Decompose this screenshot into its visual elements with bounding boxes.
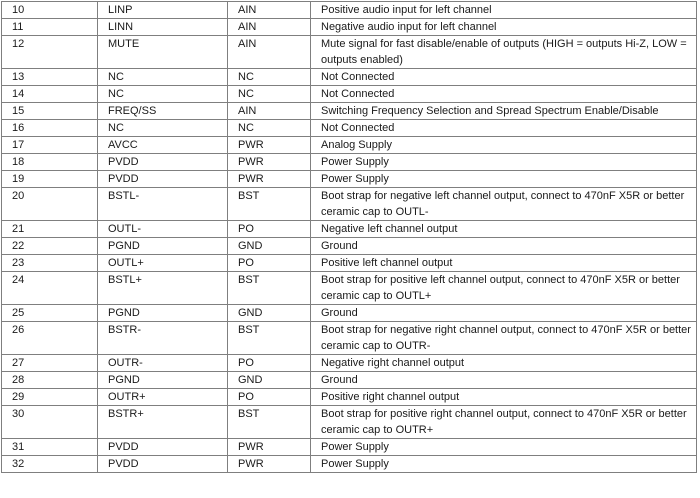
pin-type-cell: PO bbox=[228, 389, 311, 406]
pin-name-cell: PVDD bbox=[98, 154, 228, 171]
pin-number-cell: 29 bbox=[2, 389, 98, 406]
pin-number-cell: 27 bbox=[2, 355, 98, 372]
pin-number-cell: 11 bbox=[2, 19, 98, 36]
table-row bbox=[2, 69, 697, 86]
table-row bbox=[2, 305, 697, 322]
pin-number-cell: 32 bbox=[2, 456, 98, 473]
table-row bbox=[2, 456, 697, 473]
pin-name-cell: PVDD bbox=[98, 439, 228, 456]
pin-name-cell: PVDD bbox=[98, 171, 228, 188]
pin-description-cell: Ground bbox=[311, 372, 697, 389]
pin-type-cell: PWR bbox=[228, 137, 311, 154]
pin-description-cell: Positive left channel output bbox=[311, 255, 697, 272]
table-row bbox=[2, 439, 697, 456]
pin-type-cell: GND bbox=[228, 372, 311, 389]
table-row bbox=[2, 120, 697, 137]
pin-number-cell: 25 bbox=[2, 305, 98, 322]
table-row bbox=[2, 389, 697, 406]
pin-type-cell: PWR bbox=[228, 171, 311, 188]
pin-name-cell: PGND bbox=[98, 238, 228, 255]
table-row bbox=[2, 103, 697, 120]
pin-number-cell: 13 bbox=[2, 69, 98, 86]
pin-description-cell: Switching Frequency Selection and Spread Spectrum Enable/Disable bbox=[311, 103, 697, 120]
table-row bbox=[2, 272, 697, 305]
pin-description-cell: Negative audio input for left channel bbox=[311, 19, 697, 36]
pin-number-cell: 18 bbox=[2, 154, 98, 171]
pin-number-cell: 31 bbox=[2, 439, 98, 456]
pin-number-cell: 28 bbox=[2, 372, 98, 389]
pin-description-table bbox=[1, 1, 697, 473]
pin-type-cell: AIN bbox=[228, 36, 311, 69]
pin-number-cell: 10 bbox=[2, 2, 98, 19]
pin-name-cell: PVDD bbox=[98, 456, 228, 473]
pin-number-cell: 24 bbox=[2, 272, 98, 305]
pin-description-cell: Ground bbox=[311, 305, 697, 322]
pin-type-cell: BST bbox=[228, 188, 311, 221]
pin-number-cell: 20 bbox=[2, 188, 98, 221]
pin-description-cell: Boot strap for negative right channel output, connect to 470nF X5R or better ceramic cap to OUTR- bbox=[311, 322, 697, 355]
pin-description-cell: Not Connected bbox=[311, 120, 697, 137]
pin-number-cell: 22 bbox=[2, 238, 98, 255]
pin-type-cell: GND bbox=[228, 305, 311, 322]
pin-name-cell: MUTE bbox=[98, 36, 228, 69]
pin-name-cell: BSTL- bbox=[98, 188, 228, 221]
pin-number-cell: 21 bbox=[2, 221, 98, 238]
pin-description-cell: Power Supply bbox=[311, 439, 697, 456]
table-row bbox=[2, 2, 697, 19]
pin-type-cell: BST bbox=[228, 272, 311, 305]
pin-description-cell: Negative right channel output bbox=[311, 355, 697, 372]
pin-description-cell: Negative left channel output bbox=[311, 221, 697, 238]
table-row bbox=[2, 372, 697, 389]
pin-type-cell: PO bbox=[228, 355, 311, 372]
pin-type-cell: PWR bbox=[228, 154, 311, 171]
pin-number-cell: 19 bbox=[2, 171, 98, 188]
pin-description-cell: Not Connected bbox=[311, 69, 697, 86]
pin-type-cell: PWR bbox=[228, 456, 311, 473]
pin-description-cell: Positive right channel output bbox=[311, 389, 697, 406]
pin-description-cell: Mute signal for fast disable/enable of outputs (HIGH = outputs Hi-Z, LOW = outputs enabled) bbox=[311, 36, 697, 69]
pin-name-cell: BSTR+ bbox=[98, 406, 228, 439]
pin-type-cell: PWR bbox=[228, 439, 311, 456]
pin-type-cell: AIN bbox=[228, 2, 311, 19]
table-row bbox=[2, 137, 697, 154]
pin-description-cell: Power Supply bbox=[311, 154, 697, 171]
pin-number-cell: 14 bbox=[2, 86, 98, 103]
pin-description-cell: Not Connected bbox=[311, 86, 697, 103]
pin-number-cell: 15 bbox=[2, 103, 98, 120]
pin-name-cell: OUTL+ bbox=[98, 255, 228, 272]
pin-type-cell: NC bbox=[228, 120, 311, 137]
pin-type-cell: AIN bbox=[228, 103, 311, 120]
pin-type-cell: PO bbox=[228, 221, 311, 238]
table-row bbox=[2, 221, 697, 238]
pin-number-cell: 23 bbox=[2, 255, 98, 272]
pin-type-cell: GND bbox=[228, 238, 311, 255]
pin-type-cell: AIN bbox=[228, 19, 311, 36]
pin-name-cell: PGND bbox=[98, 305, 228, 322]
pin-description-cell: Positive audio input for left channel bbox=[311, 2, 697, 19]
pin-name-cell: NC bbox=[98, 86, 228, 103]
pin-number-cell: 12 bbox=[2, 36, 98, 69]
table-row bbox=[2, 19, 697, 36]
pin-name-cell: NC bbox=[98, 69, 228, 86]
table-row bbox=[2, 171, 697, 188]
pin-type-cell: BST bbox=[228, 406, 311, 439]
pin-name-cell: LINP bbox=[98, 2, 228, 19]
pin-name-cell: FREQ/SS bbox=[98, 103, 228, 120]
pin-name-cell: NC bbox=[98, 120, 228, 137]
table-row bbox=[2, 238, 697, 255]
table-row bbox=[2, 86, 697, 103]
pin-description-cell: Boot strap for positive right channel output, connect to 470nF X5R or better ceramic cap to OUTR+ bbox=[311, 406, 697, 439]
pin-description-cell: Ground bbox=[311, 238, 697, 255]
table-row bbox=[2, 36, 697, 69]
pin-name-cell: AVCC bbox=[98, 137, 228, 154]
table-row bbox=[2, 255, 697, 272]
pin-description-cell: Boot strap for positive left channel output, connect to 470nF X5R or better ceramic cap to OUTL+ bbox=[311, 272, 697, 305]
pin-type-cell: BST bbox=[228, 322, 311, 355]
pin-number-cell: 26 bbox=[2, 322, 98, 355]
pin-number-cell: 17 bbox=[2, 137, 98, 154]
pin-description-cell: Boot strap for negative left channel output, connect to 470nF X5R or better ceramic cap to OUTL- bbox=[311, 188, 697, 221]
pin-description-cell: Power Supply bbox=[311, 456, 697, 473]
pin-name-cell: BSTR- bbox=[98, 322, 228, 355]
pin-number-cell: 16 bbox=[2, 120, 98, 137]
pin-name-cell: OUTR- bbox=[98, 355, 228, 372]
pin-number-cell: 30 bbox=[2, 406, 98, 439]
pin-name-cell: OUTL- bbox=[98, 221, 228, 238]
table-row bbox=[2, 322, 697, 355]
pin-description-cell: Power Supply bbox=[311, 171, 697, 188]
pin-type-cell: NC bbox=[228, 86, 311, 103]
table-row bbox=[2, 406, 697, 439]
pin-name-cell: OUTR+ bbox=[98, 389, 228, 406]
table-row bbox=[2, 355, 697, 372]
pin-type-cell: NC bbox=[228, 69, 311, 86]
table-row bbox=[2, 154, 697, 171]
pin-name-cell: BSTL+ bbox=[98, 272, 228, 305]
pin-rows bbox=[2, 2, 697, 473]
pin-description-cell: Analog Supply bbox=[311, 137, 697, 154]
pin-type-cell: PO bbox=[228, 255, 311, 272]
pin-name-cell: LINN bbox=[98, 19, 228, 36]
pin-name-cell: PGND bbox=[98, 372, 228, 389]
table-row bbox=[2, 188, 697, 221]
